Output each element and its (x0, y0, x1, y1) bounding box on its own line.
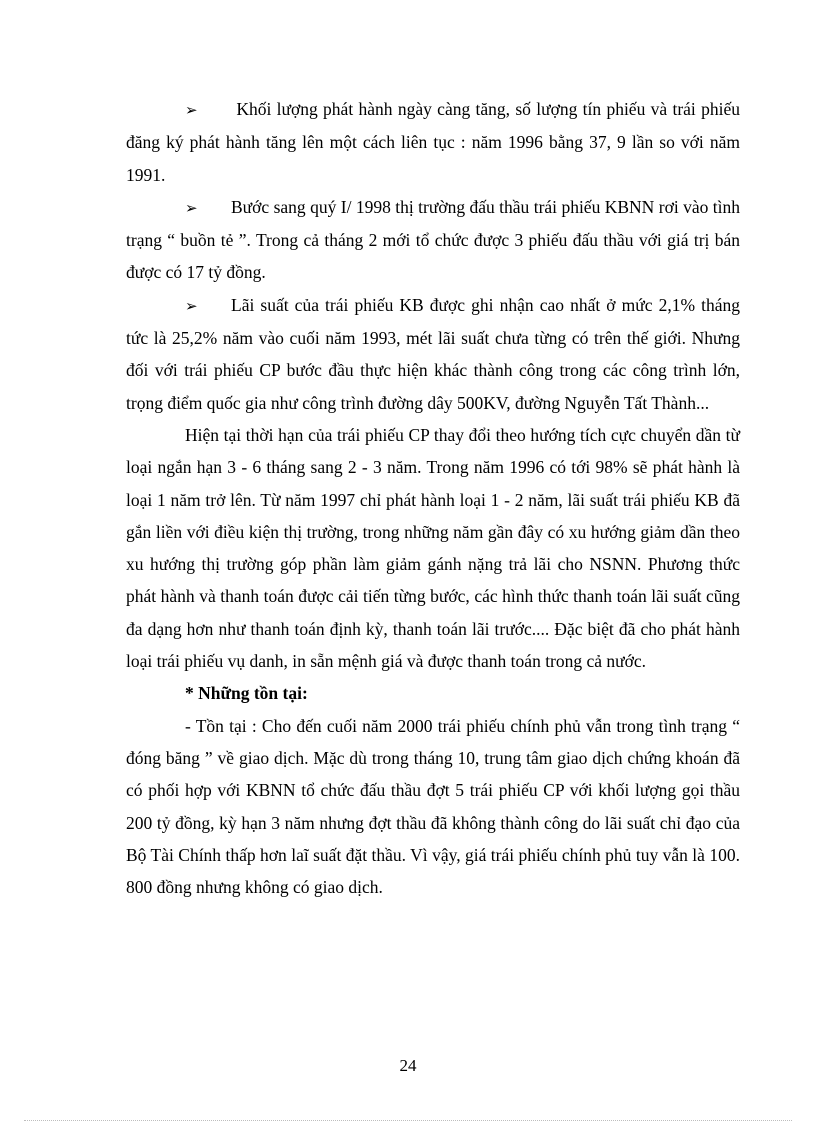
bullet-paragraph-interest (126, 289, 740, 419)
page-bottom-divider (24, 1120, 792, 1121)
document-body (126, 93, 740, 903)
paragraph-current-status: Hiện tại thời hạn của trái phiếu CP thay đổi theo hướng tích cực chuyển dần từ loại ngắn hạn 3 - 6 tháng sang 2 - 3 năm. Trong năm 1996 có tới 98% sẽ phát hành là loại 1 năm trở lên. Từ năm 1997 chỉ phát hành loại 1 - 2 năm, lãi suất trái phiếu KB đã gắn liền với điều kiện thị trường, trong những năm gần đây có xu hướng giảm dần theo xu hướng thị trường góp phần làm giảm gánh nặng trả lãi cho NSNN. Phương thức phát hành và thanh toán được cải tiến từng bước, các hình thức thanh toán lãi suất cũng đa dạng hơn như thanh toán định kỳ, thanh toán lãi trước.... Đặc biệt đã cho phát hành loại trái phiếu vụ danh, in sẵn mệnh giá và được thanh toán trong cả nước. (126, 424, 740, 672)
arrow-bullet-icon: ➢ (185, 296, 198, 315)
bullet-text-interest: Lãi suất của trái phiếu KB được ghi nhận cao nhất ở mức 2,1% tháng tức là 25,2% năm vào cuối năm 1993, mét lãi suất chưa từng có trên thế giới. Nhưng đối với trái phiếu CP bước đầu thực hiện khác thành công trong các công trình lớn, trọng điểm quốc gia như công trình đường dây 500KV, đường Nguyễn Tất Thành... (126, 294, 740, 413)
arrow-bullet-icon: ➢ (185, 198, 198, 217)
paragraph-issues: - Tồn tại : Cho đến cuối năm 2000 trái phiếu chính phủ vẫn trong tình trạng “ đóng băng ” về giao dịch. Mặc dù trong tháng 10, trung tâm giao dịch chứng khoán đã có phối hợp với KBNN tổ chức đấu thầu đợt 5 trái phiếu CP với khối lượng gọi thầu 200 tỷ đồng, kỳ hạn 3 năm nhưng đợt thầu đã không thành công do lãi suất chỉ đạo của Bộ Tài Chính thấp hơn laĩ suất đặt thầu. Vì vậy, giá trái phiếu chính phủ tuy vẫn là 100. 800 đồng nhưng không có giao dịch. (126, 715, 740, 898)
bullet-paragraph-volume (126, 93, 740, 191)
arrow-bullet-icon: ➢ (185, 101, 198, 119)
bullet-text-quarter: Bước sang quý I/ 1998 thị trường đấu thầu trái phiếu KBNN rơi vào tình trạng “ buồn tẻ ”. Trong cả tháng 2 mới tổ chức được 3 phiếu đấu thầu với giá trị bán được có 17 tỷ đồng. (126, 196, 740, 283)
bullet-paragraph-quarter (126, 191, 740, 289)
bullet-text-volume: Khối lượng phát hành ngày càng tăng, số lượng tín phiếu và trái phiếu đăng ký phát hành tăng lên một cách liên tục : năm 1996 bằng 37, 9 lần so với năm 1991. (126, 99, 740, 185)
section-heading-issues: * Những tồn tại: (185, 683, 308, 704)
page-number: 24 (399, 1056, 417, 1075)
